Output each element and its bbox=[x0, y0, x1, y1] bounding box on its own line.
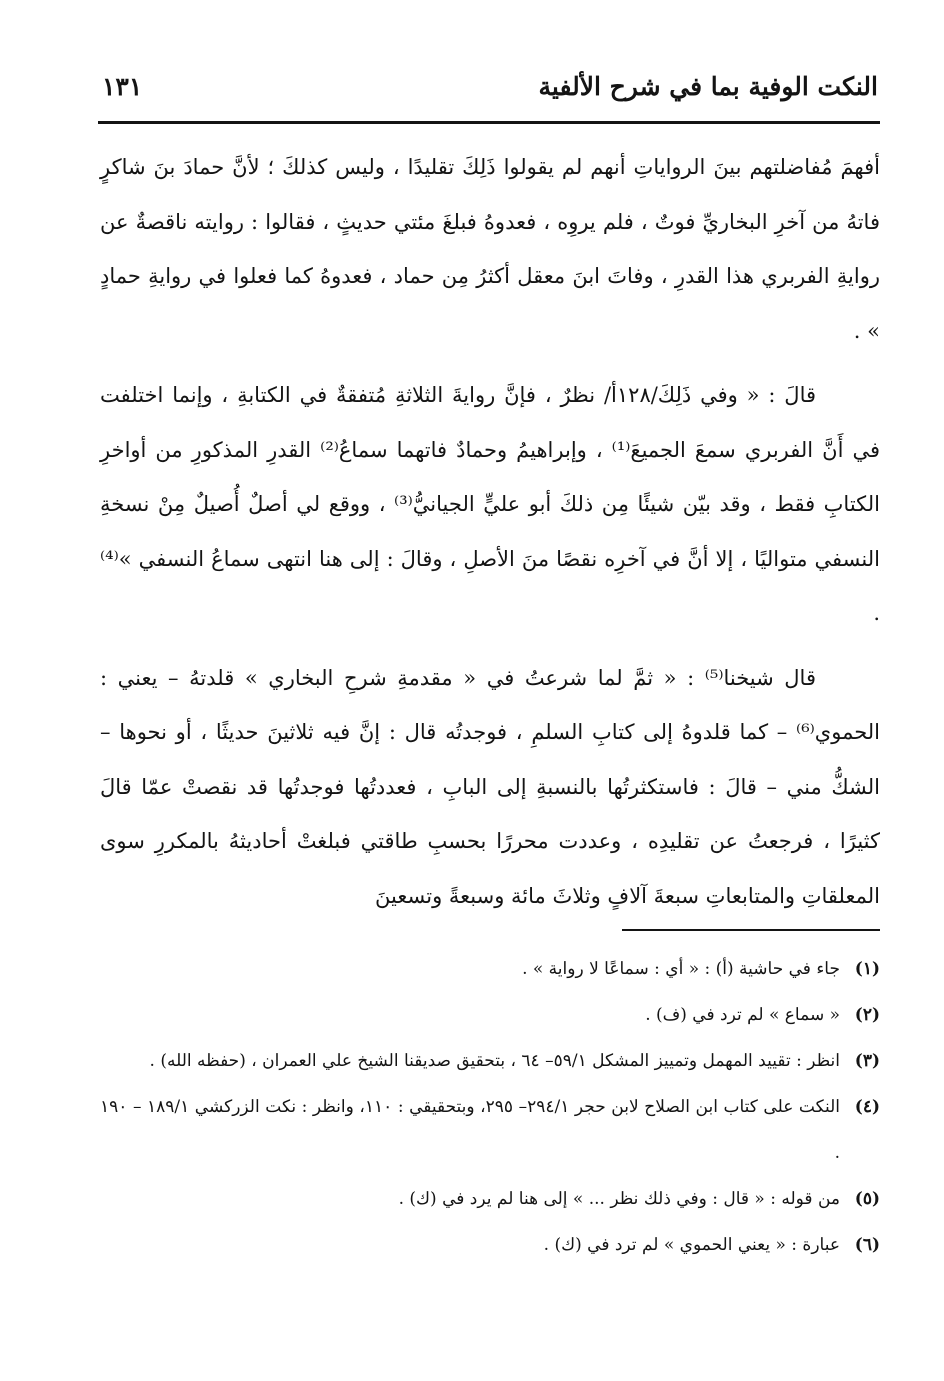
footnote-text: جاء في حاشية (أ) : « أي : سماعًا لا رواية » . bbox=[522, 959, 840, 979]
paragraph: قالَ : « وفي ذَلِكَ/١٢٨أ/ نظرٌ ، فإنَّ روايةَ الثلاثةِ مُتفقةٌ في الكتابةِ ، وإنما اختلفت في أَنَّ الفربري سمعَ الجميعَ⁽¹⁾ ، وإبراهيمُ وحمادٌ فاتهما سماعُ⁽²⁾ القدرِ المذكورِ من أواخرِ الكتابِ فقط ، وقد بيّن شيئًا مِن ذلكَ أبو عليٍّ الجيانيُّ⁽³⁾ ، ووقع لي أصلٌ أُصيلٌ مِنْ نسخةِ النسفي متواليًا ، إلا أنَّ في آخرِه نقصًا منَ الأصلِ ، وقالَ : إلى هنا انتهى سماعُ النسفي »⁽⁴⁾ . bbox=[100, 383, 880, 625]
footnote-number: (٣) bbox=[854, 1051, 880, 1071]
footnote-text: النكت على كتاب ابن الصلاح لابن حجر ٢٩٤/١– ٢٩٥، وبتحقيقي : ١١٠، وانظر : نكت الزركشي ١٨٩/١ – ١٩٠ . bbox=[100, 1097, 840, 1163]
footnote-text: من قوله : « قال : وفي ذلك نظر ... » إلى هنا لم يرد في (ك) . bbox=[398, 1189, 840, 1209]
main-text bbox=[100, 140, 880, 933]
footnote-number: (٤) bbox=[854, 1097, 880, 1117]
paragraph: قال شيخنا⁽⁵⁾ : « ثمَّ لما شرعتُ في « مقدمةِ شرحِ البخاري » قلدتهُ – يعني : الحموي⁽⁶⁾ – كما قلدوهُ إلى كتابِ السلمِ ، فوجدتُه قال : إنَّ فيه ثلاثينَ حديثًا ، أو نحوها – الشكُّ مني – قالَ : فاستكثرتُها بالنسبةِ إلى البابِ ، فعددتُها فوجدتُها قد نقصتْ عمّا قالَ كثيرًا ، فرجعتُ عن تقليدِه ، وعددت محررًا بحسبِ طاقتي فبلغتْ أحاديثهُ بالمكررِ سوى المعلقاتِ والمتابعاتِ سبعةَ آلافٍ وثلاثَ مائة وسبعةً وتسعينَ bbox=[100, 665, 880, 908]
footnote bbox=[100, 1084, 880, 1176]
footnote-number: (١) bbox=[854, 959, 880, 979]
paragraph: أفهمَ مُفاضلتهم بينَ الرواياتِ أنهم لم يقولوا ذَلِكَ تقليدًا ، وليس كذلكَ ؛ لأنَّ حمادَ بنَ شاكرٍ فاتهُ من آخرِ البخاريِّ فوتٌ ، فلم يروِه ، فعدوهُ فبلغَ مئتي حديثٍ ، فقالوا : روايته ناقصةٌ عن روايةِ الفربري هذا القدرِ ، وفاتَ ابنَ معقل أكثرُ مِن حماد ، فعدوهُ كما فعلوا في روايةِ حمادٍ » . bbox=[100, 155, 880, 343]
page-number: ١٣١ bbox=[102, 72, 143, 101]
header-rule bbox=[98, 121, 880, 124]
footnote bbox=[100, 1222, 880, 1268]
running-title: النكت الوفية بما في شرح الألفية bbox=[538, 72, 878, 101]
footnote bbox=[100, 1176, 880, 1222]
footnote bbox=[100, 946, 880, 992]
footnote-number: (٥) bbox=[854, 1189, 880, 1209]
footnote-text: انظر : تقييد المهمل وتمييز المشكل ٥٩/١– ٦٤ ، بتحقيق صديقنا الشيخ علي العمران ، (حفظه الله) . bbox=[149, 1051, 840, 1071]
footnote-text: عبارة : « يعني الحموي » لم ترد في (ك) . bbox=[543, 1235, 840, 1255]
footnote bbox=[100, 1038, 880, 1084]
footnote-number: (٦) bbox=[854, 1235, 880, 1255]
footnotes bbox=[100, 946, 880, 1268]
footnote-separator bbox=[622, 929, 880, 931]
footnote bbox=[100, 992, 880, 1038]
page-header bbox=[98, 66, 878, 114]
footnote-text: « سماع » لم ترد في (ف) . bbox=[645, 1005, 840, 1025]
footnote-number: (٢) bbox=[854, 1005, 880, 1025]
